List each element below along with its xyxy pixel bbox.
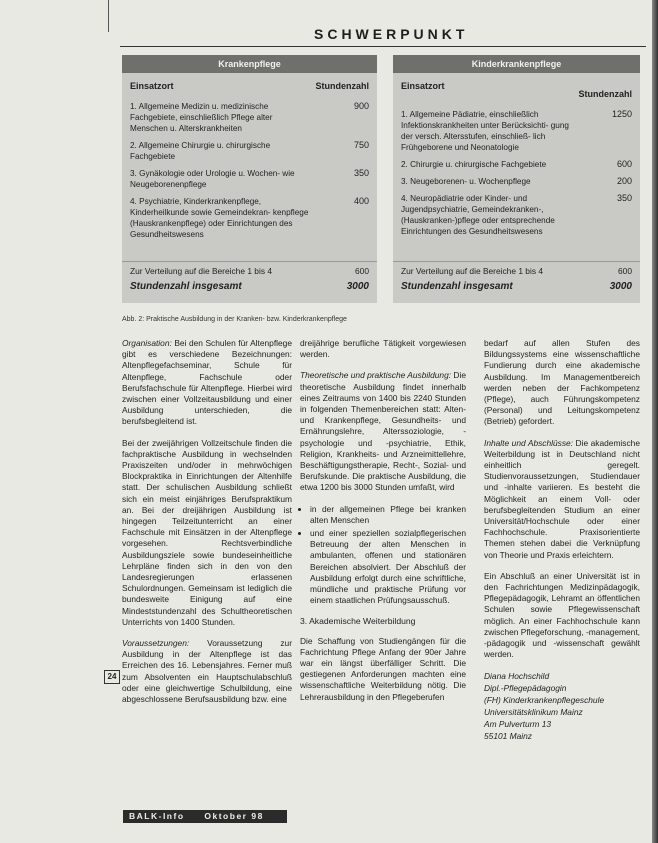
magazine-name: BALK-Info <box>129 811 185 821</box>
issue-date: Oktober 98 <box>204 811 264 821</box>
paragraph <box>122 338 292 428</box>
text-column-1 <box>122 338 292 715</box>
section-header: SCHWERPUNKT <box>314 26 469 42</box>
table-column-headers <box>122 73 377 95</box>
signature-line: Universitätsklinikum Mainz <box>484 707 583 718</box>
distribution-row <box>122 261 377 276</box>
paragraph: Die Schaffung von Studiengängen für die Fachrichtung Pflege Anfang der 90er Jahre war ein längst überfälliger Schritt. Die gestiegenen Anforderungen machten eine wissenschaftliche Weiterbildung nötig. Die Lehrerausbildung in den Pflegeberufen <box>300 635 466 702</box>
table-row <box>393 176 640 187</box>
list-item: • in der allgemeinen Pflege bei kranken alten Menschen <box>310 504 466 526</box>
paragraph-lead: Organisation: <box>122 338 172 348</box>
distribution-label: Zur Verteilung auf die Bereiche 1 bis 4 <box>401 266 543 276</box>
distribution-value: 600 <box>355 266 369 276</box>
row-label: 4. Neuropädiatrie oder Kinder- und Jugendpsychiatrie, Gemeindekranken-, (Hauskranken-)pflege oder entsprechende Einrichtungen des Gesundheitswesens <box>401 194 555 236</box>
row-label: 1. Allgemeine Pädiatrie, einschließlich Infektionskrankheiten unter Berücksichti- gung der versch. Altersstufen, einschließ- lich Frühgeborene und Neonatologie <box>401 110 569 152</box>
column-header-einsatzort: Einsatzort <box>401 81 445 91</box>
column-header-stundenzahl: Stundenzahl <box>315 81 369 91</box>
row-label: 4. Psychiatrie, Kinderkrankenpflege, Kinderheilkunde sowie Gemeindekran- kenpflege (Hauskrankenpflege) oder Einrichtungen des Gesundheitswesens <box>130 197 309 239</box>
table-title: Krankenpflege <box>122 55 377 73</box>
row-value: 600 <box>616 159 632 169</box>
column-header-stundenzahl: Stundenzahl <box>578 89 632 99</box>
row-value: 1250 <box>611 109 632 119</box>
paragraph <box>484 438 640 561</box>
row-label: 2. Allgemeine Chirurgie u. chirurgische Fachgebiete <box>130 141 271 161</box>
row-label: 2. Chirurgie u. chirurgische Fachgebiete <box>401 160 547 169</box>
signature-line: (FH) Kinderkrankenpflegeschule <box>484 695 605 706</box>
distribution-row <box>393 261 640 276</box>
text-column-2 <box>300 338 466 713</box>
row-value: 900 <box>353 101 369 111</box>
total-value: 3000 <box>609 281 632 292</box>
row-label: 1. Allgemeine Medizin u. medizinische Fachgebiete, einschließlich Pflege alter Menschen u. Alterskrankheiten <box>130 102 273 133</box>
table-row <box>122 101 377 134</box>
paragraph-text: Die theoretische Ausbildung findet innerhalb eines Zeitraums von 1400 bis 2240 Stunden in folgenden Themenbereichen statt: Alten- und Krankenpflege, Gesundheits- und Ernährungslehre, Alterssoziologie, -psychologie und -psychiatrie, Ethik, Religion, Krankheits- und Arzneimittellehre, Beschäftigungstherapie, Recht-, Sozial- und Berufskunde. Die praktische Ausbildung, die etwa 1200 bis 3000 Stunden umfaßt, wird <box>300 370 466 493</box>
margin-line <box>108 0 109 32</box>
section-heading: 3. Akademische Weiterbildung <box>300 616 416 627</box>
row-value: 200 <box>616 176 632 186</box>
total-row <box>122 281 377 292</box>
total-label: Stundenzahl insgesamt <box>401 281 513 292</box>
list-item: • und einer speziellen sozialpflegerischen Betreuung der alten Menschen in ambulanten, offenen und stationären Bereichen absolviert. Der Abschluß der Ausbildung erfolgt durch eine schriftliche, mündliche und praktische Prüfung vor einem staatlichen Prüfungsausschuß. <box>310 528 466 606</box>
table-row <box>122 196 377 240</box>
signature-line: Diana Hochschild <box>484 671 550 682</box>
row-label: 3. Neugeborenen- u. Wochenpflege <box>401 177 531 186</box>
row-value: 750 <box>353 140 369 150</box>
paragraph: dreijährige berufliche Tätigkeit vorgewiesen werden. <box>300 338 466 360</box>
paragraph-lead: Inhalte und Abschlüsse: <box>484 437 574 448</box>
table-row <box>393 159 640 170</box>
table-row <box>122 140 377 162</box>
total-row <box>393 281 640 292</box>
signature-line: 55101 Mainz <box>484 731 532 742</box>
table-title: Kinderkrankenpflege <box>393 55 640 73</box>
table-row <box>122 168 377 190</box>
table-column-headers <box>393 73 640 103</box>
paragraph: Bei der zweijährigen Vollzeitschule finden die fachpraktische Ausbildung in wechselnden Praxiszeiten und/oder in mehrwöchigen Blockpraktika in Einrichtungen der Altenhilfe statt. Der schulischen Ausbildung schließt sich ein meist einjähriges Berufspraktikum an. Bei der dreijährigen Ausbildung ist hingegen Teilzeitunterricht an einer Fachschule mit Einsätzen in der Altenpflege vorgesehen. Rechtsverbindliche Ausbildungsziele sowie bundeseinheitliche Lehrpläne finden sich in den von den Landesregierungen erlassenen Schulordnungen. Gemeinsam ist lediglich die bundesweite Einigung auf eine Mindeststundenzahl des Schultheoretischen Unterrichts von 1400 Stunden. <box>122 437 292 627</box>
table-row <box>393 193 640 237</box>
distribution-value: 600 <box>618 266 632 276</box>
author-signature <box>484 670 640 742</box>
paragraph-lead: Theoretische und praktische Ausbildung: <box>300 370 452 381</box>
book-spine <box>652 0 658 843</box>
text-column-3 <box>484 338 640 742</box>
paragraph-text: Die akademische Weiterbildung ist in Deutschland nicht einheitlich geregelt. Studienvoraussetzungen, Studiendauer und -inhalte variieren. Es besteht die Möglichkeit an einem Voll- oder berufsbegleitenden Studium an einer Universität/Hochschule oder einer Fachhochschule. Praxisorientierte Themen stehen dabei die Verknüpfung von Theorie und Praxis erleichtern. <box>484 437 640 560</box>
page-number: 24 <box>104 670 120 684</box>
row-value: 350 <box>353 168 369 178</box>
paragraph <box>300 370 466 493</box>
table-krankenpflege <box>122 55 377 303</box>
bullet-list <box>300 504 466 607</box>
row-label: 3. Gynäkologie oder Urologie u. Wochen- wie Neugeborenenpflege <box>130 169 295 189</box>
paragraph-text: Voraussetzung zur Ausbildung in der Altenpflege ist das Erreichen des 16. Lebensjahres. Ferner muß zum Absolventen ein Hauptschulabschluß oder eine gleichwertige Schulbildung, eine abgeschlossene Berufsausbildung bzw. eine <box>122 638 292 705</box>
table-kinderkrankenpflege <box>393 55 640 303</box>
footer-bar <box>123 810 287 823</box>
column-header-einsatzort: Einsatzort <box>130 81 174 91</box>
header-rule <box>120 46 646 47</box>
signature-line: Dipl.-Pflegepädagogin <box>484 683 567 694</box>
paragraph: Ein Abschluß an einer Universität ist in den Fachrichtungen Medizinpädagogik, Pflegepädagogik, Lehramt an öffentlichen Schulen sowie Pflegewissenschaft möglich. An einer Fachhochschule kann zwischen Pflegeforschung, -management, -pädagogik und -wissenschaft gewählt werden. <box>484 570 640 660</box>
distribution-label: Zur Verteilung auf die Bereiche 1 bis 4 <box>130 266 272 276</box>
row-value: 350 <box>616 193 632 203</box>
figure-caption: Abb. 2: Praktische Ausbildung in der Kranken- bzw. Kinderkrankenpflege <box>122 316 347 323</box>
signature-line: Am Pulverturm 13 <box>484 719 552 730</box>
paragraph-text: Bei den Schulen für Altenpflege gibt es verschiedene Bezeichnungen: Altenpflegefachseminar, Schule für Altenpflege, Fachschule oder Berufsfachschule für Altenpflege. Hierbei wird zwischen einer Vollzeitausbildung und einer Ausbildung unterschieden, die berufsbegleitend ist. <box>122 338 292 427</box>
paragraph: bedarf auf allen Stufen des Bildungssystems eine wissenschaftliche Fundierung durch eine akademische Ausbildung. Im Managementbereich werden neben der Fachkompetenz (Pflege), auch Führungskompetenz (Personal) und Leitungskompetenz (Betrieb) gefordert. <box>484 338 640 427</box>
total-label: Stundenzahl insgesamt <box>130 281 242 292</box>
paragraph <box>122 638 292 705</box>
total-value: 3000 <box>346 281 369 292</box>
paragraph-lead: Voraussetzungen: <box>122 638 190 649</box>
row-value: 400 <box>353 196 369 206</box>
table-row <box>393 109 640 153</box>
